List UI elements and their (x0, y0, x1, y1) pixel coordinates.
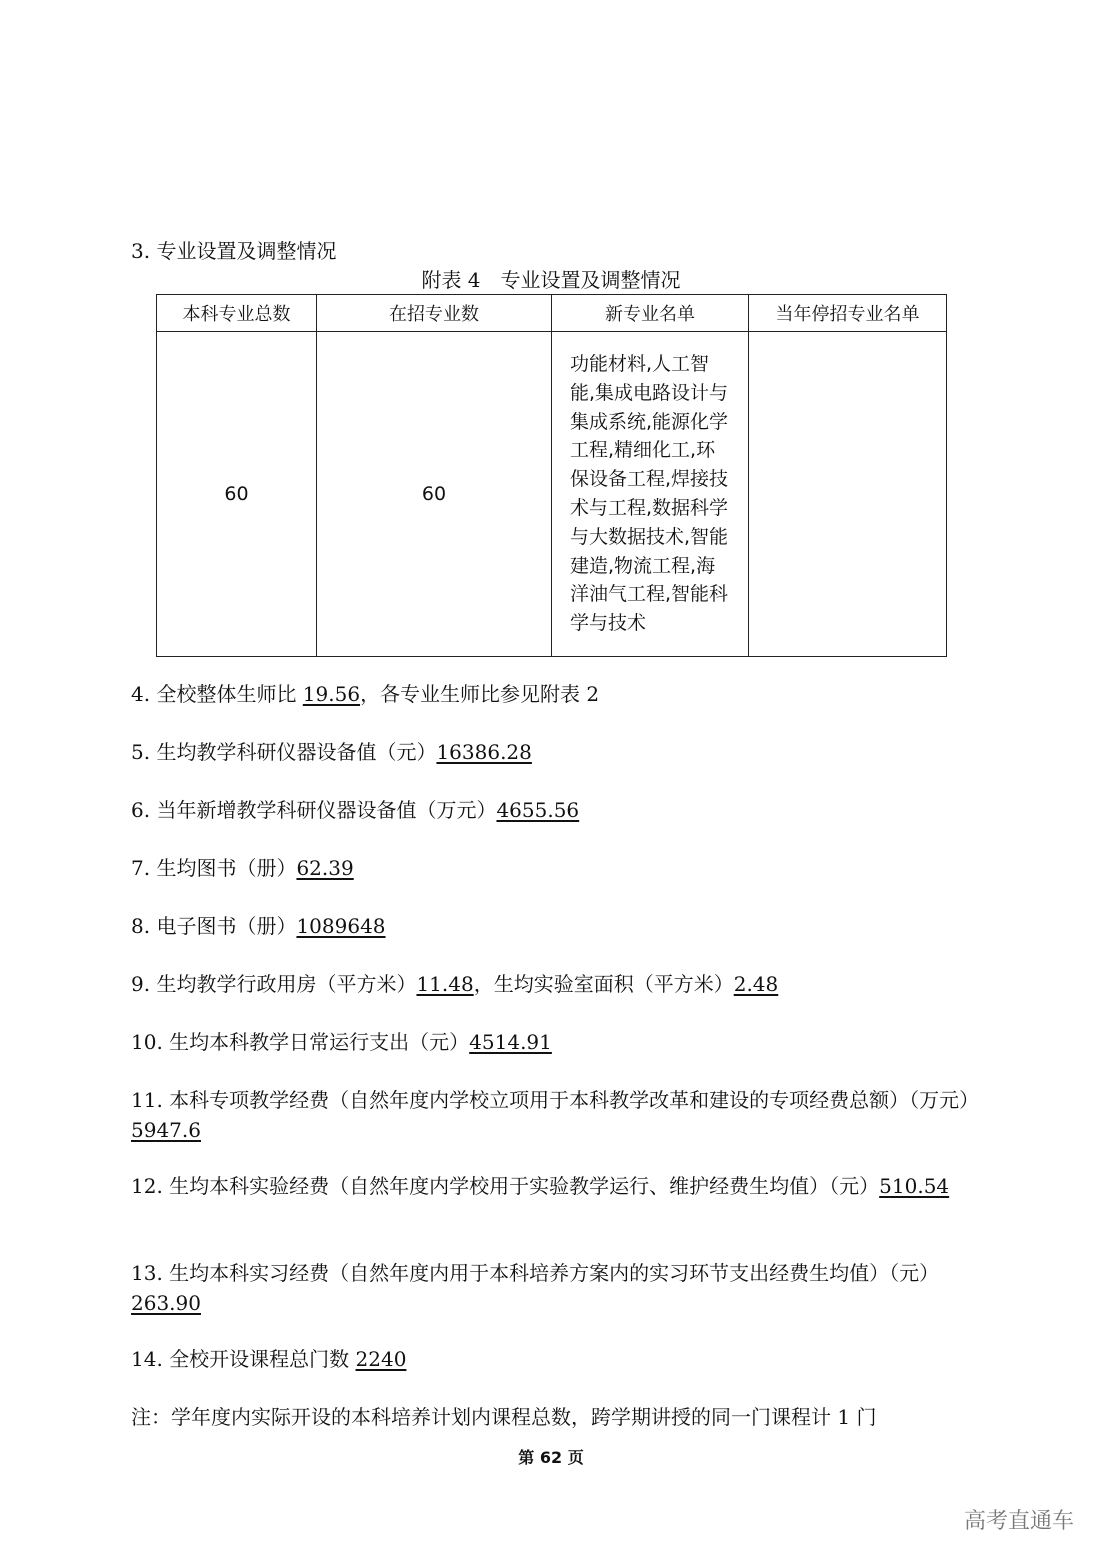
header-suspended-majors: 当年停招专业名单 (749, 295, 947, 332)
cell-suspended-majors (749, 332, 947, 657)
stat-label: 4. 全校整体生师比 (131, 682, 303, 706)
cell-enrolling-majors: 60 (317, 332, 552, 657)
stat-label: 11. 本科专项教学经费（自然年度内学校立项用于本科教学改革和建设的专项经费总额）（万元） (131, 1088, 980, 1112)
majors-table (156, 294, 947, 657)
stat-building-area (131, 969, 778, 999)
stat-value: 1089648 (296, 914, 386, 938)
stat-value: 11.48 (416, 972, 474, 996)
header-enrolling-majors: 在招专业数 (317, 295, 552, 332)
stat-value: 16386.28 (436, 740, 532, 764)
stat-lab-funds (131, 1171, 991, 1201)
stat-label: 7. 生均图书（册） (131, 856, 297, 880)
section-heading: 3. 专业设置及调整情况 (131, 239, 337, 263)
stat-suffix: ，各专业生师比参见附表 2 (360, 682, 600, 706)
stat-mid: ，生均实验室面积（平方米） (473, 972, 734, 996)
table-header-row (157, 295, 947, 332)
stat-value: 5947.6 (131, 1118, 201, 1142)
stat-value: 19.56 (302, 682, 361, 706)
stat-total-courses (131, 1344, 406, 1374)
stat-value: 4514.91 (469, 1030, 552, 1054)
stat-special-funds (131, 1085, 991, 1145)
stat-operating-expense (131, 1027, 552, 1057)
stat-label: 5. 生均教学科研仪器设备值（元） (131, 740, 437, 764)
stat-value: 510.54 (879, 1174, 950, 1198)
cell-new-majors (552, 332, 749, 657)
cell-total-majors: 60 (157, 332, 317, 657)
new-majors-list: 功能材料,人工智能,集成电路设计与集成系统,能源化学工程,精细化工,环保设备工程,焊接技术与工程,数据科学与大数据技术,智能建造,物流工程,海洋油气工程,智能科学与技术 (570, 353, 729, 635)
table-row (157, 332, 947, 657)
stat-student-teacher-ratio (131, 679, 599, 709)
stat-equipment-per-student (131, 737, 532, 767)
stat-new-equipment (131, 795, 579, 825)
header-new-majors: 新专业名单 (552, 295, 749, 332)
table-caption: 附表 4 专业设置及调整情况 (421, 268, 681, 292)
header-total-majors: 本科专业总数 (157, 295, 317, 332)
stat-books-per-student (131, 853, 354, 883)
stat-value: 263.90 (131, 1291, 201, 1315)
note: 注：学年度内实际开设的本科培养计划内课程总数，跨学期讲授的同一门课程计 1 门 (131, 1405, 877, 1429)
stat-label: 14. 全校开设课程总门数 (131, 1347, 356, 1371)
stat-internship-funds (131, 1258, 991, 1318)
stat-value: 62.39 (296, 856, 354, 880)
stat-label: 13. 生均本科实习经费（自然年度内用于本科培养方案内的实习环节支出经费生均值）（元） (131, 1261, 940, 1285)
stat-ebooks (131, 911, 386, 941)
stat-label: 12. 生均本科实验经费（自然年度内学校用于实验教学运行、维护经费生均值）（元） (131, 1174, 880, 1198)
stat-label: 8. 电子图书（册） (131, 914, 297, 938)
watermark: 高考直通车 (963, 1509, 1074, 1534)
stat-value-2: 2.48 (733, 972, 779, 996)
stat-value: 4655.56 (496, 798, 580, 822)
stat-value: 2240 (355, 1347, 407, 1371)
stat-label: 9. 生均教学行政用房（平方米） (131, 972, 417, 996)
stat-label: 6. 当年新增教学科研仪器设备值（万元） (131, 798, 497, 822)
stat-label: 10. 生均本科教学日常运行支出（元） (131, 1030, 470, 1054)
page-number: 第 62 页 (518, 1448, 584, 1467)
